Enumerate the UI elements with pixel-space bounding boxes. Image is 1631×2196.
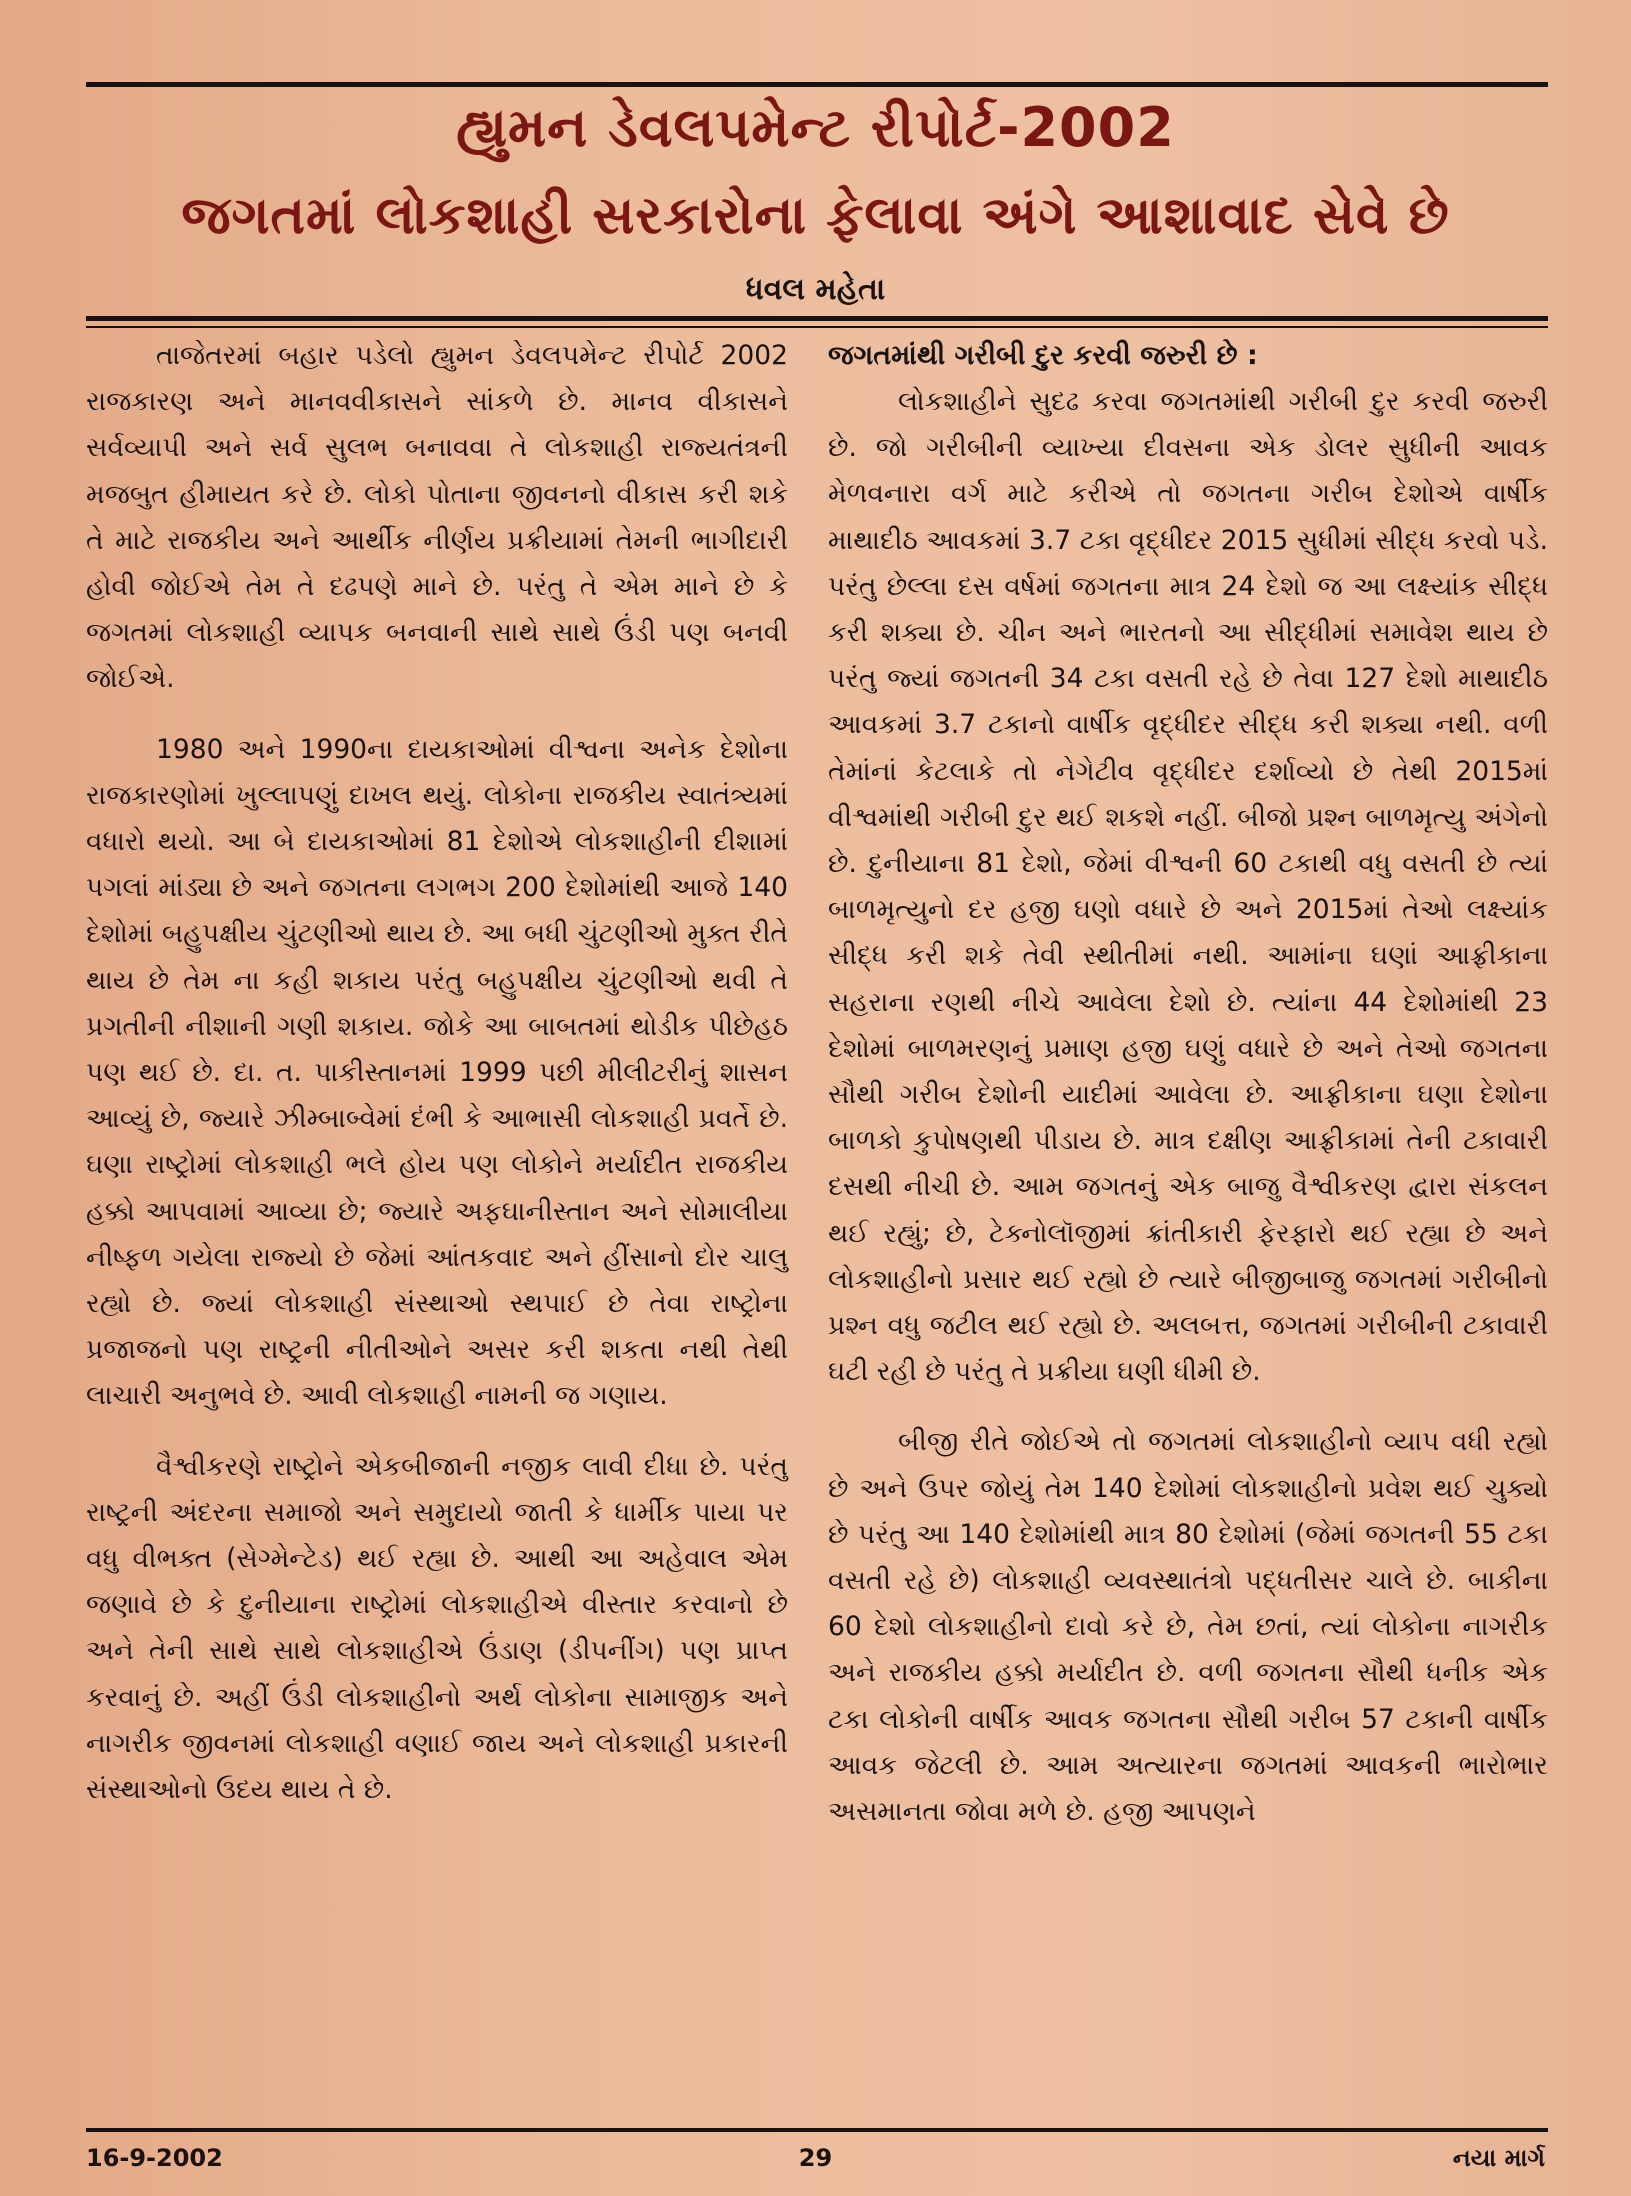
article-subtitle: જગતમાં લોકશાહી સરકારોના ફેલાવા અંગે આશાવાદ સેવે છે: [181, 186, 1450, 246]
author-byline: ધવલ મહેતા: [745, 272, 886, 307]
top-rule: [86, 82, 1548, 87]
paragraph: વૈશ્વીકરણે રાષ્ટ્રોને એકબીજાની નજીક લાવી દીધા છે. પરંતુ રાષ્ટ્રની અંદરના સમાજો અને સમુદાયો જાતી કે ધાર્મીક પાયા પર વધુ વીભક્ત (સેગ્મેન્ટેડ) થઈ રહ્યા છે. આથી આ અહેવાલ એમ જણાવે છે કે દુનીયાના રાષ્ટ્રોમાં લોકશાહીએ વીસ્તાર કરવાનો છે અને તેની સાથે સાથે લોકશાહીએ ઉંડાણ (ડીપનીંગ) પણ પ્રાપ્ત કરવાનું છે. અહીં ઉંડી લોકશાહીનો અર્થ લોકોના સામાજીક અને નાગરીક જીવનમાં લોકશાહી વણાઈ જાય અને લોકશાહી પ્રકારની સંસ્થાઓનો ઉદય થાય તે છે.: [86, 1450, 788, 1806]
section-heading: જગતમાંથી ગરીબી દુર કરવી જરુરી છે :: [828, 340, 1258, 371]
paragraph: 1980 અને 1990ના દાયકાઓમાં વીશ્વના અનેક દેશોના રાજકારણોમાં ખુલ્લાપણું દાખલ થયું. લોકોના રાજકીય સ્વાતંત્ર્યમાં વધારો થયો. આ બે દાયકાઓમાં 81 દેશોએ લોકશાહીની દીશામાં પગલાં માંડ્યા છે અને જગતના લગભગ 200 દેશોમાંથી આજે 140 દેશોમાં બહુપક્ષીય ચુંટણીઓ થાય છે. આ બધી ચુંટણીઓ મુક્ત રીતે થાય છે તેમ ના કહી શકાય પરંતુ બહુપક્ષીય ચુંટણીઓ થવી તે પ્રગતીની નીશાની ગણી શકાય. જોકે આ બાબતમાં થોડીક પીછેહઠ પણ થઈ છે. દા. ત. પાકીસ્તાનમાં 1999 પછી મીલીટરીનું શાસન આવ્યું છે, જ્યારે ઝીમ્બાબ્વેમાં દંભી કે આભાસી લોકશાહી પ્રવર્તે છે. ઘણા રાષ્ટ્રોમાં લોકશાહી ભલે હોય પણ લોકોને મર્યાદીત રાજકીય હક્કો આપવામાં આવ્યા છે; જ્યારે અફઘાનીસ્તાન અને સોમાલીયા નીષ્ફળ ગયેલા રાજ્યો છે જેમાં આંતકવાદ અને હીંસાનો દોર ચાલુ રહ્યો છે. જ્યાં લોકશાહી સંસ્થાઓ સ્થપાઈ છે તેવા રાષ્ટ્રોના પ્રજાજનો પણ રાષ્ટ્રની નીતીઓને અસર કરી શકતા નથી તેથી લાચારી અનુભવે છે. આવી લોકશાહી નામની જ ગણાય.: [86, 733, 788, 1412]
header-rule-thick: [86, 316, 1548, 321]
page-number: 29: [798, 2144, 833, 2172]
article-title: હ્યુમન ડેવલપમેન્ટ રીપોર્ટ-2002: [456, 96, 1175, 159]
paragraph: લોકશાહીને સુદઢ કરવા જગતમાંથી ગરીબી દુર કરવી જરુરી છે. જો ગરીબીની વ્યાખ્યા દીવસના એક ડોલર સુધીની આવક મેળવનારા વર્ગ માટે કરીએ તો જગતના ગરીબ દેશોએ વાર્ષીક માથાદીઠ આવકમાં 3.7 ટકા વૃદ્ધીદર 2015 સુધીમાં સીદ્ધ કરવો પડે. પરંતુ છેલ્લા દસ વર્ષમાં જગતના માત્ર 24 દેશો જ આ લક્ષ્યાંક સીદ્ધ કરી શક્યા છે. ચીન અને ભારતનો આ સીદ્ધીમાં સમાવેશ થાય છે પરંતુ જ્યાં જગતની 34 ટકા વસતી રહે છે તેવા 127 દેશો માથાદીઠ આવકમાં 3.7 ટકાનો વાર્ષીક વૃદ્ધીદર સીદ્ધ કરી શક્યા નથી. વળી તેમાંનાં કેટલાકે તો નેગેટીવ વૃદ્ધીદર દર્શાવ્યો છે તેથી 2015માં વીશ્વમાંથી ગરીબી દુર થઈ શકશે નહીં. બીજો પ્રશ્ન બાળમૃત્યુ અંગેનો છે. દુનીયાના 81 દેશો, જેમાં વીશ્વની 60 ટકાથી વધુ વસતી છે ત્યાં બાળમૃત્યુનો દર હજી ઘણો વધારે છે અને 2015માં તેઓ લક્ષ્યાંક સીદ્ધ કરી શકે તેવી સ્થીતીમાં નથી. આમાંના ઘણાં આફ્રીકાના સહરાના રણથી નીચે આવેલા દેશો છે. ત્યાંના 44 દેશોમાંથી 23 દેશોમાં બાળમરણનું પ્રમાણ હજી ઘણું વધારે છે અને તેઓ જગતના સૌથી ગરીબ દેશોની યાદીમાં આવેલા છે. આફ્રીકાના ઘણા દેશોના બાળકો કુપોષણથી પીડાય છે. માત્ર દક્ષીણ આફ્રીકામાં તેની ટકાવારી દસથી નીચી છે. આમ જગતનું એક બાજુ વૈશ્વીકરણ દ્વારા સંકલન થઈ રહ્યું; છે, ટેક્નોલૉજીમાં ક્રાંતીકારી ફેરફારો થઈ રહ્યા છે અને લોકશાહીનો પ્રસાર થઈ રહ્યો છે ત્યારે બીજીબાજુ જગતમાં ગરીબીનો પ્રશ્ન વધુ જટીલ થઈ રહ્યો છે. અલબત્ત, જગતમાં ગરીબીની ટકાવારી ઘટી રહી છે પરંતુ તે પ્રક્રીયા ઘણી ધીમી છે.: [828, 386, 1548, 1388]
header-rule-thin: [86, 326, 1548, 328]
right-column: [828, 333, 1548, 1859]
magazine-name: નયા માર્ગ: [1452, 2144, 1545, 2172]
footer-rule: [86, 2128, 1548, 2132]
issue-date: 16-9-2002: [86, 2144, 223, 2172]
paragraph: બીજી રીતે જોઈએ તો જગતમાં લોકશાહીનો વ્યાપ વધી રહ્યો છે અને ઉપર જોયું તેમ 140 દેશોમાં લોકશાહીનો પ્રવેશ થઈ ચુક્યો છે પરંતુ આ 140 દેશોમાંથી માત્ર 80 દેશોમાં (જેમાં જગતની 55 ટકા વસતી રહે છે) લોકશાહી વ્યવસ્થાતંત્રો પદ્ધતીસર ચાલે છે. બાકીના 60 દેશો લોકશાહીનો દાવો કરે છે, તેમ છતાં, ત્યાં લોકોના નાગરીક અને રાજકીય હક્કો મર્યાદીત છે. વળી જગતના સૌથી ધનીક એક ટકા લોકોની વાર્ષીક આવક જગતના સૌથી ગરીબ 57 ટકાની વાર્ષીક આવક જેટલી છે. આમ અત્યારના જગતમાં આવકની ભારોભાર અસમાનતા જોવા મળે છે. હજી આપણને: [828, 1426, 1548, 1828]
paragraph: તાજેતરમાં બહાર પડેલો હ્યુમન ડેવલપમેન્ટ રીપોર્ટ 2002 રાજકારણ અને માનવવીકાસને સાંકળે છે. માનવ વીકાસને સર્વવ્યાપી અને સર્વ સુલભ બનાવવા તે લોકશાહી રાજ્યતંત્રની મજબુત હીમાયત કરે છે. લોકો પોતાના જીવનનો વીકાસ કરી શકે તે માટે રાજકીય અને આર્થીક નીર્ણય પ્રક્રીયામાં તેમની ભાગીદારી હોવી જોઈએ તેમ તે દઢપણે માને છે. પરંતુ તે એમ માને છે કે જગતમાં લોકશાહી વ્યાપક બનવાની સાથે સાથે ઉંડી પણ બનવી જોઈએ.: [86, 340, 788, 695]
left-column: [86, 333, 788, 1837]
